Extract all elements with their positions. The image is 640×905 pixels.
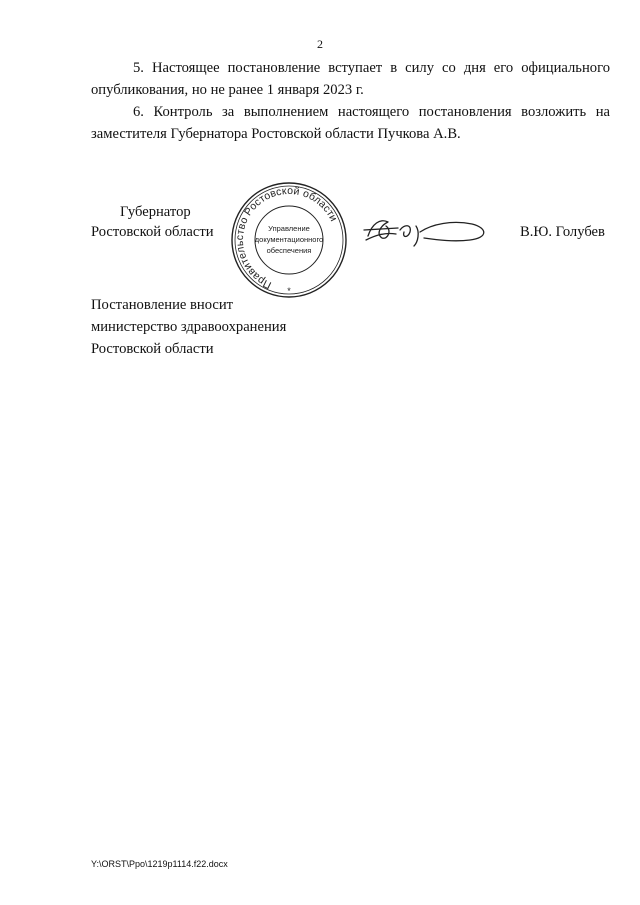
handwritten-signature: [362, 210, 492, 250]
submission-line-2: министерство здравоохранения: [91, 319, 287, 335]
signatory-name: В.Ю. Голубев: [520, 224, 605, 240]
signatory-title-line2: Ростовской области: [91, 224, 214, 240]
stamp-star: *: [287, 286, 291, 296]
file-path-footer: Y:\ORST\Ppo\1219p1114.f22.docx: [91, 859, 228, 869]
submission-line-3: Ростовской области: [91, 341, 214, 357]
stamp-inner-line-3: обеспечения: [266, 246, 312, 255]
stamp-inner-line-1: Управление: [268, 224, 310, 233]
paragraph-item-5: 5. Настоящее постановление вступает в силу со дня его официального опубликования, но не ранее 1 января 2023 г.: [91, 60, 610, 98]
paragraph-item-6: 6. Контроль за выполнением настоящего постановления возложить на заместителя Губернатора Ростовской области Пучкова А.В.: [91, 104, 610, 142]
stamp-inner-line-2: документационного: [254, 235, 324, 244]
submission-line-1: Постановление вносит: [91, 297, 234, 313]
signatory-title-line1: Губернатор: [120, 204, 191, 220]
official-stamp: [225, 181, 353, 299]
stamp-outer-text: Правительство Ростовской области: [233, 184, 340, 291]
page-number: 2: [317, 37, 323, 51]
